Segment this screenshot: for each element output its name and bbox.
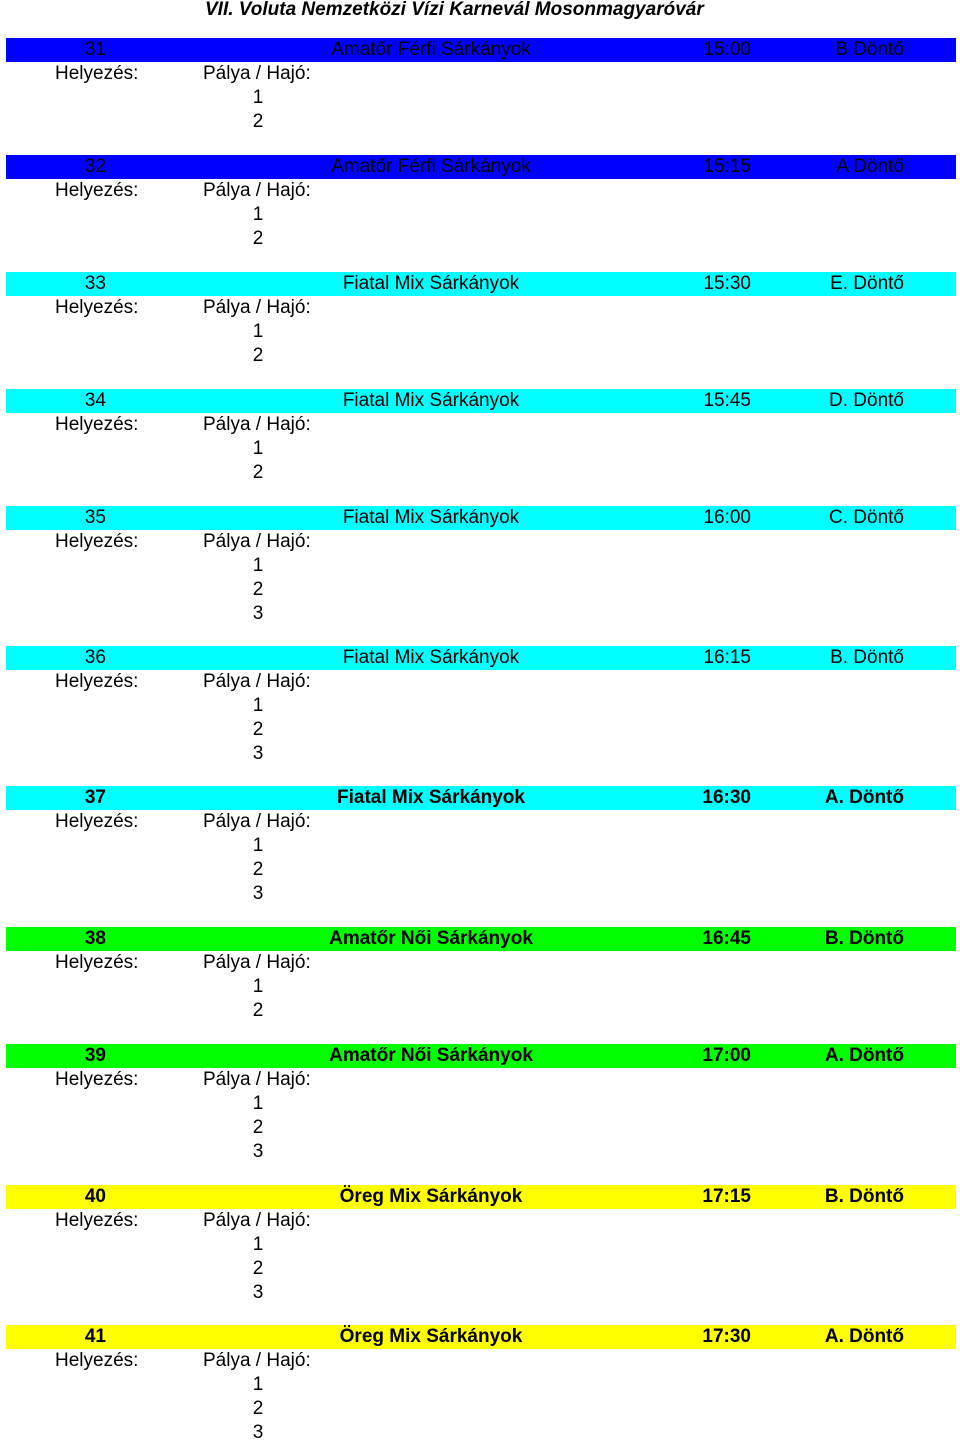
place-number: 1 bbox=[252, 438, 264, 459]
lane-boat-label: Pálya / Hajó: bbox=[203, 811, 311, 832]
lane-boat-label: Pálya / Hajó: bbox=[203, 1069, 311, 1090]
race-final: C. Döntő bbox=[829, 507, 904, 528]
place-number: 3 bbox=[252, 883, 264, 904]
race-number: 36 bbox=[84, 647, 106, 668]
race-final: B. Döntő bbox=[830, 647, 904, 668]
placement-label: Helyezés: bbox=[55, 671, 139, 692]
race-number: 31 bbox=[84, 39, 106, 60]
race-header-bar bbox=[6, 1325, 956, 1349]
race-time: 15:30 bbox=[703, 273, 751, 294]
placement-label: Helyezés: bbox=[55, 63, 139, 84]
document-title: VII. Voluta Nemzetközi Vízi Karnevál Mosonmagyaróvár bbox=[205, 0, 704, 20]
race-final: B. Döntő bbox=[824, 928, 904, 949]
race-time: 15:15 bbox=[703, 156, 751, 177]
race-number: 38 bbox=[84, 928, 106, 949]
place-number: 2 bbox=[252, 111, 264, 132]
placement-label: Helyezés: bbox=[55, 1350, 139, 1371]
race-number: 37 bbox=[84, 787, 106, 808]
race-final: B. Döntő bbox=[824, 1186, 904, 1207]
place-number: 3 bbox=[252, 1422, 264, 1443]
race-time: 17:15 bbox=[702, 1186, 751, 1207]
race-header-bar bbox=[6, 272, 956, 296]
placement-label: Helyezés: bbox=[55, 1069, 139, 1090]
race-time: 17:00 bbox=[702, 1045, 751, 1066]
race-number: 39 bbox=[84, 1045, 106, 1066]
place-number: 2 bbox=[252, 579, 264, 600]
race-time: 16:15 bbox=[703, 647, 751, 668]
lane-boat-label: Pálya / Hajó: bbox=[203, 297, 311, 318]
place-number: 1 bbox=[252, 695, 264, 716]
race-category: Amatőr Férfi Sárkányok bbox=[331, 156, 531, 177]
place-number: 3 bbox=[252, 603, 264, 624]
place-number: 2 bbox=[252, 1117, 264, 1138]
race-header-bar bbox=[6, 155, 956, 179]
place-number: 2 bbox=[252, 1258, 264, 1279]
lane-boat-label: Pálya / Hajó: bbox=[203, 1210, 311, 1231]
race-final: B Döntő bbox=[835, 39, 904, 60]
lane-boat-label: Pálya / Hajó: bbox=[203, 671, 311, 692]
placement-label: Helyezés: bbox=[55, 531, 139, 552]
place-number: 1 bbox=[252, 1093, 264, 1114]
place-number: 3 bbox=[252, 743, 264, 764]
race-category: Amatőr Női Sárkányok bbox=[329, 1045, 533, 1066]
placement-label: Helyezés: bbox=[55, 297, 139, 318]
race-time: 15:45 bbox=[703, 390, 751, 411]
race-number: 33 bbox=[84, 273, 106, 294]
placement-label: Helyezés: bbox=[55, 180, 139, 201]
race-category: Amatőr Férfi Sárkányok bbox=[331, 39, 531, 60]
placement-label: Helyezés: bbox=[55, 952, 139, 973]
race-category: Öreg Mix Sárkányok bbox=[339, 1326, 523, 1347]
race-final: E. Döntő bbox=[830, 273, 904, 294]
race-final: A. Döntő bbox=[824, 1326, 904, 1347]
race-number: 41 bbox=[84, 1326, 106, 1347]
place-number: 1 bbox=[252, 835, 264, 856]
placement-label: Helyezés: bbox=[55, 414, 139, 435]
place-number: 2 bbox=[252, 462, 264, 483]
lane-boat-label: Pálya / Hajó: bbox=[203, 180, 311, 201]
race-final: A. Döntő bbox=[824, 787, 904, 808]
race-final: D. Döntő bbox=[829, 390, 904, 411]
place-number: 2 bbox=[252, 1000, 264, 1021]
race-category: Fiatal Mix Sárkányok bbox=[342, 507, 520, 528]
race-final: A. Döntő bbox=[824, 1045, 904, 1066]
race-header-bar bbox=[6, 389, 956, 413]
lane-boat-label: Pálya / Hajó: bbox=[203, 1350, 311, 1371]
place-number: 2 bbox=[252, 228, 264, 249]
race-number: 34 bbox=[84, 390, 106, 411]
lane-boat-label: Pálya / Hajó: bbox=[203, 952, 311, 973]
place-number: 1 bbox=[252, 204, 264, 225]
placement-label: Helyezés: bbox=[55, 1210, 139, 1231]
race-header-bar bbox=[6, 786, 956, 810]
race-category: Fiatal Mix Sárkányok bbox=[342, 390, 520, 411]
race-category: Fiatal Mix Sárkányok bbox=[342, 273, 520, 294]
race-time: 15:00 bbox=[703, 39, 751, 60]
race-time: 16:30 bbox=[702, 787, 751, 808]
race-time: 16:45 bbox=[702, 928, 751, 949]
race-number: 40 bbox=[84, 1186, 106, 1207]
race-header-bar bbox=[6, 927, 956, 951]
race-final: A Döntő bbox=[836, 156, 904, 177]
race-header-bar bbox=[6, 646, 956, 670]
place-number: 1 bbox=[252, 87, 264, 108]
place-number: 3 bbox=[252, 1282, 264, 1303]
lane-boat-label: Pálya / Hajó: bbox=[203, 63, 311, 84]
place-number: 1 bbox=[252, 1374, 264, 1395]
place-number: 2 bbox=[252, 345, 264, 366]
race-category: Öreg Mix Sárkányok bbox=[339, 1186, 523, 1207]
place-number: 2 bbox=[252, 859, 264, 880]
place-number: 1 bbox=[252, 1234, 264, 1255]
race-header-bar bbox=[6, 38, 956, 62]
place-number: 3 bbox=[252, 1141, 264, 1162]
race-header-bar bbox=[6, 506, 956, 530]
race-number: 32 bbox=[84, 156, 106, 177]
race-category: Amatőr Női Sárkányok bbox=[329, 928, 533, 949]
lane-boat-label: Pálya / Hajó: bbox=[203, 414, 311, 435]
place-number: 1 bbox=[252, 976, 264, 997]
lane-boat-label: Pálya / Hajó: bbox=[203, 531, 311, 552]
place-number: 2 bbox=[252, 719, 264, 740]
race-category: Fiatal Mix Sárkányok bbox=[342, 647, 520, 668]
place-number: 2 bbox=[252, 1398, 264, 1419]
race-category: Fiatal Mix Sárkányok bbox=[337, 787, 525, 808]
race-time: 16:00 bbox=[703, 507, 751, 528]
placement-label: Helyezés: bbox=[55, 811, 139, 832]
race-time: 17:30 bbox=[702, 1326, 751, 1347]
race-header-bar bbox=[6, 1044, 956, 1068]
race-number: 35 bbox=[84, 507, 106, 528]
place-number: 1 bbox=[252, 555, 264, 576]
place-number: 1 bbox=[252, 321, 264, 342]
race-header-bar bbox=[6, 1185, 956, 1209]
